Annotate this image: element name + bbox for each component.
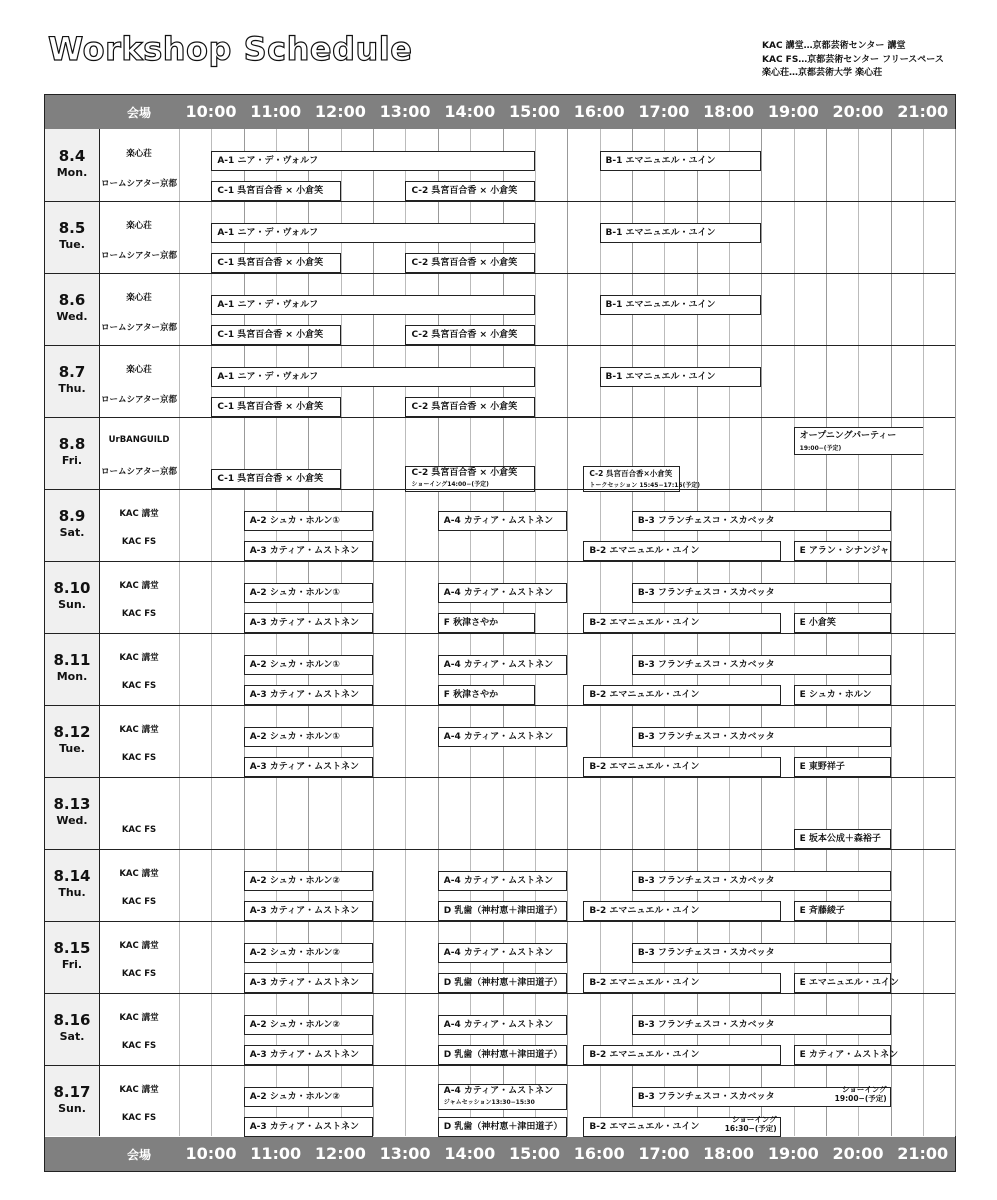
event-label: E アラン・シナンジャ [799,546,890,556]
row-divider [45,705,955,706]
event-label: C-1 呉宮百合香 × 小倉笑 [217,402,324,412]
event-label: C-1 呉宮百合香 × 小倉笑 [217,330,324,340]
row-divider [45,849,955,850]
day-label [45,867,99,901]
event-block[interactable] [244,871,373,891]
event-label: E エマニュエル・ユイン [799,978,899,988]
day-weekday: Fri. [61,958,83,971]
venue-legend [762,40,944,81]
event-label: A-1 ニア・デ・ヴォルフ [217,156,319,166]
event-label: A-2 シュカ・ホルン① [249,660,340,670]
day-label [45,435,99,469]
header-time-label: 12:00 [314,1144,366,1163]
grid-line [955,129,956,1136]
event-label: B-2 エマニュエル・ユイン [589,762,700,772]
venue-name: 楽心荘 [126,149,152,159]
day-weekday: Tue. [59,742,85,755]
venue-name: ロームシアター京都 [101,395,177,405]
header-time-label: 19:00 [767,1144,819,1163]
venue-name: KAC FS [121,753,157,763]
day-label [45,219,99,253]
event-label: A-1 ニア・デ・ヴォルフ [217,228,319,238]
day-weekday: Thu. [58,382,86,395]
header-time-label: 13:00 [379,1144,431,1163]
event-label: B-1 エマニュエル・ユイン [605,228,716,238]
row-divider [45,993,955,994]
event-label: A-3 カティア・ムストネン [249,546,359,556]
event-block[interactable] [438,943,567,963]
row-divider [45,921,955,922]
event-block[interactable] [244,1015,373,1035]
event-label: D 乳歯（神村恵＋津田道子） [443,978,563,988]
header-time-label: 14:00 [444,1144,496,1163]
event-block[interactable] [244,943,373,963]
event-block[interactable] [244,973,373,993]
day-label [45,723,99,757]
event-label: D 乳歯（神村恵＋津田道子） [443,1050,563,1060]
event-block[interactable] [438,1015,567,1035]
header-time-label: 14:00 [444,102,496,121]
event-label: C-2 呉宮百合香 × 小倉笑 [411,468,518,478]
event-block[interactable] [632,511,891,531]
event-block[interactable] [583,685,780,705]
header-time-label: 20:00 [832,1144,884,1163]
event-label: F 秋津さやか [443,618,499,628]
event-label: B-3 フランチェスコ・スカベッタ [637,516,775,526]
day-date: 8.8 [58,435,86,453]
event-block[interactable] [794,829,891,849]
row-divider [45,561,955,562]
event-block[interactable] [600,223,762,243]
header-row-top [45,95,955,129]
event-label: オープニングパーティー [799,431,897,441]
event-label: E 坂本公成＋森裕子 [799,834,881,844]
day-label [45,939,99,973]
event-label: B-2 エマニュエル・ユイン [589,978,700,988]
event-block[interactable] [211,469,340,489]
event-label: B-3 フランチェスコ・スカベッタ [637,1092,775,1102]
day-date: 8.7 [58,363,86,381]
event-block[interactable] [438,583,567,603]
event-block[interactable] [632,583,891,603]
event-label: A-2 シュカ・ホルン② [249,876,340,886]
event-label: E 東野祥子 [799,762,845,772]
event-block[interactable] [211,253,340,273]
event-block[interactable] [244,541,373,561]
event-block[interactable] [405,397,534,417]
day-date: 8.12 [53,723,91,741]
venue-name: KAC 講堂 [119,941,159,951]
event-block[interactable] [244,685,373,705]
header-time-label: 13:00 [379,102,431,121]
event-block[interactable] [211,295,535,315]
day-weekday: Wed. [56,814,88,827]
event-block[interactable] [438,901,567,921]
venue-name: KAC 講堂 [119,653,159,663]
venue-name: KAC FS [121,969,157,979]
showing-note [831,1085,887,1103]
day-date: 8.5 [58,219,86,237]
event-label: F 秋津さやか [443,690,499,700]
event-block[interactable] [244,757,373,777]
row-divider [45,633,955,634]
venue-name: 楽心荘 [126,365,152,375]
row-divider [45,345,955,346]
event-label: C-1 呉宮百合香 × 小倉笑 [217,258,324,268]
event-subtext: ショーイング14:00−(予定) [411,481,489,488]
event-label: D 乳歯（神村恵＋津田道子） [443,906,563,916]
event-label: B-3 フランチェスコ・スカベッタ [637,948,775,958]
event-block[interactable] [632,727,891,747]
event-label: C-2 呉宮百合香 × 小倉笑 [411,258,518,268]
row-divider [45,489,955,490]
header-time-label: 20:00 [832,102,884,121]
event-label: A-2 シュカ・ホルン① [249,588,340,598]
header-time-label: 15:00 [509,102,560,121]
event-block[interactable] [794,757,891,777]
row-divider [45,777,955,778]
event-label: E シュカ・ホルン [799,690,872,700]
day-weekday: Thu. [58,886,86,899]
event-label: A-4 カティア・ムストネン [443,948,554,958]
header-time-label: 16:00 [573,102,625,121]
event-label: A-2 シュカ・ホルン① [249,516,340,526]
event-block[interactable] [583,1045,780,1065]
venue-name: KAC 講堂 [119,725,159,735]
venue-name: KAC FS [121,897,157,907]
event-block[interactable] [244,613,373,633]
day-weekday: Wed. [56,310,88,323]
header-time-label: 17:00 [638,102,690,121]
event-label: E 小倉笑 [799,618,836,628]
event-label: C-2 呉宮百合香×小倉笑 [589,469,673,478]
event-block[interactable] [600,151,762,171]
event-label: D 乳歯（神村恵＋津田道子） [443,1122,563,1132]
header-time-label: 12:00 [314,102,366,121]
venue-name: KAC 講堂 [119,581,159,591]
event-block[interactable] [794,427,923,455]
venue-name: KAC 講堂 [119,869,159,879]
note-text: ショーイング [732,1115,777,1124]
header-time-label: 18:00 [703,102,755,121]
event-block[interactable] [438,655,567,675]
event-label: A-2 シュカ・ホルン① [249,732,340,742]
venue-name: KAC FS [121,825,157,835]
venue-name: KAC FS [121,1041,157,1051]
day-date: 8.11 [53,651,91,669]
day-weekday: Tue. [59,238,85,251]
venue-name: ロームシアター京都 [101,323,177,333]
event-block[interactable] [244,655,373,675]
event-label: E カティア・ムストネン [799,1050,899,1060]
event-subtext: 19:00−(予定) [799,445,842,452]
event-label: B-2 エマニュエル・ユイン [589,618,700,628]
header-time-label: 10:00 [185,102,237,121]
event-block[interactable] [583,901,780,921]
header-time-label: 21:00 [897,1144,949,1163]
header-time-label: 21:00 [897,102,949,121]
event-label: A-3 カティア・ムストネン [249,762,359,772]
venue-name: KAC FS [121,537,157,547]
day-label [45,291,99,325]
event-label: A-4 カティア・ムストネン [443,1086,554,1096]
showing-note [721,1115,777,1133]
day-weekday: Mon. [56,166,88,179]
day-date: 8.14 [53,867,91,885]
event-block[interactable] [211,367,535,387]
event-block[interactable] [438,727,567,747]
day-weekday: Fri. [61,454,83,467]
event-block[interactable] [583,973,780,993]
day-date: 8.9 [58,507,86,525]
event-label: E 斉藤綾子 [799,906,845,916]
day-date: 8.17 [53,1083,91,1101]
event-block[interactable] [405,325,534,345]
venue-name: KAC FS [121,1113,157,1123]
row-divider [45,1065,955,1066]
event-label: A-1 ニア・デ・ヴォルフ [217,300,319,310]
event-label: B-2 エマニュエル・ユイン [589,906,700,916]
event-block[interactable] [632,655,891,675]
event-label: C-2 呉宮百合香 × 小倉笑 [411,330,518,340]
event-block[interactable] [438,1045,567,1065]
event-label: B-3 フランチェスコ・スカベッタ [637,660,775,670]
legend-item: 楽心荘…京都芸術大学 楽心荘 [762,68,883,78]
event-label: B-3 フランチェスコ・スカベッタ [637,876,775,886]
venue-name: 楽心荘 [126,293,152,303]
event-block[interactable] [211,325,340,345]
event-label: B-1 エマニュエル・ユイン [605,300,716,310]
event-block[interactable] [244,511,373,531]
day-date: 8.10 [53,579,91,597]
day-weekday: Sun. [58,598,86,611]
event-label: A-3 カティア・ムストネン [249,1122,359,1132]
venue-name: KAC 講堂 [119,509,159,519]
event-block[interactable] [632,943,891,963]
event-label: A-3 カティア・ムストネン [249,1050,359,1060]
header-time-label: 16:00 [573,1144,625,1163]
schedule-grid [44,94,956,1172]
event-label: B-2 エマニュエル・ユイン [589,1122,700,1132]
day-label [45,507,99,541]
row-divider [45,417,955,418]
venue-name: KAC 講堂 [119,1085,159,1095]
venue-name: ロームシアター京都 [101,251,177,261]
header-venue-label: 会場 [126,1148,151,1162]
event-block[interactable] [632,1015,891,1035]
note-subtext: 19:00−(予定) [834,1094,887,1103]
day-date: 8.6 [58,291,86,309]
day-label [45,795,99,829]
event-block[interactable] [438,511,567,531]
day-date: 8.15 [53,939,91,957]
event-block[interactable] [794,973,899,993]
header-time-label: 17:00 [638,1144,690,1163]
day-date: 8.4 [58,147,86,165]
day-label [45,579,99,613]
venue-name: KAC FS [121,681,157,691]
event-label: B-3 フランチェスコ・スカベッタ [637,588,775,598]
event-label: A-4 カティア・ムストネン [443,876,554,886]
event-block[interactable] [438,613,535,633]
event-label: A-4 カティア・ムストネン [443,732,554,742]
row-divider [45,273,955,274]
event-block[interactable] [244,1087,373,1107]
event-label: C-2 呉宮百合香 × 小倉笑 [411,402,518,412]
day-label [45,147,99,181]
day-weekday: Mon. [56,670,88,683]
event-block[interactable] [211,181,340,201]
header-row-bottom [45,1137,955,1171]
event-block[interactable] [244,901,373,921]
day-label [45,651,99,685]
event-block[interactable] [600,367,762,387]
day-label [45,363,99,397]
event-block[interactable] [794,613,891,633]
event-label: B-1 エマニュエル・ユイン [605,372,716,382]
day-date: 8.13 [53,795,91,813]
event-block[interactable] [438,685,535,705]
note-text: ショーイング [841,1085,887,1094]
venue-name: ロームシアター京都 [101,467,177,477]
header-time-label: 19:00 [767,102,819,121]
event-block[interactable] [794,685,891,705]
event-block[interactable] [632,871,891,891]
event-block[interactable] [583,541,780,561]
event-block[interactable] [244,727,373,747]
venue-name: UrBANGUILD [108,435,170,445]
event-label: A-3 カティア・ムストネン [249,978,359,988]
event-block[interactable] [438,871,567,891]
header-venue-label: 会場 [126,106,151,120]
page-title: Workshop Schedule [48,30,413,68]
event-block[interactable] [794,1045,899,1065]
event-block[interactable] [583,757,780,777]
event-block[interactable] [438,973,567,993]
event-label: A-2 シュカ・ホルン② [249,1020,340,1030]
header-time-label: 15:00 [509,1144,560,1163]
event-block[interactable] [211,151,535,171]
event-block[interactable] [600,295,762,315]
event-label: A-4 カティア・ムストネン [443,1020,554,1030]
event-block[interactable] [438,1117,567,1137]
event-label: A-3 カティア・ムストネン [249,690,359,700]
event-subtext: トークセッション 15:45−17:15(予定) [589,482,701,489]
event-block[interactable] [244,583,373,603]
event-block[interactable] [583,613,780,633]
venue-name: KAC FS [121,609,157,619]
event-label: B-2 エマニュエル・ユイン [589,1050,700,1060]
event-label: A-1 ニア・デ・ヴォルフ [217,372,319,382]
header-time-label: 10:00 [185,1144,237,1163]
note-subtext: 16:30−(予定) [724,1124,777,1133]
event-label: C-1 呉宮百合香 × 小倉笑 [217,186,324,196]
event-label: A-2 シュカ・ホルン② [249,948,340,958]
event-block[interactable] [405,181,534,201]
event-block[interactable] [794,901,891,921]
event-label: B-1 エマニュエル・ユイン [605,156,716,166]
day-weekday: Sat. [59,1030,85,1043]
event-label: C-2 呉宮百合香 × 小倉笑 [411,186,518,196]
event-label: A-3 カティア・ムストネン [249,618,359,628]
day-weekday: Sat. [59,526,85,539]
event-label: B-2 エマニュエル・ユイン [589,546,700,556]
event-block[interactable] [244,1045,373,1065]
header-time-label: 11:00 [250,1144,302,1163]
legend-item: KAC 講堂…京都芸術センター 講堂 [762,41,906,51]
event-block[interactable] [244,1117,373,1137]
header-time-label: 18:00 [703,1144,755,1163]
legend-item: KAC FS…京都芸術センター フリースペース [762,54,944,65]
event-label: B-2 エマニュエル・ユイン [589,690,700,700]
day-weekday: Sun. [58,1102,86,1115]
row-divider [45,201,955,202]
event-subtext: ジャムセッション13:30−15:30 [443,1099,535,1106]
event-label: A-4 カティア・ムストネン [443,660,554,670]
event-label: B-3 フランチェスコ・スカベッタ [637,1020,775,1030]
venue-name: ロームシアター京都 [101,179,177,189]
event-label: B-3 フランチェスコ・スカベッタ [637,732,775,742]
day-label [45,1083,99,1117]
event-block[interactable] [438,1084,567,1110]
event-label: A-4 カティア・ムストネン [443,516,554,526]
event-label: C-1 呉宮百合香 × 小倉笑 [217,474,324,484]
event-label: A-3 カティア・ムストネン [249,906,359,916]
day-date: 8.16 [53,1011,91,1029]
day-label [45,1011,99,1045]
event-label: A-4 カティア・ムストネン [443,588,554,598]
venue-name: KAC 講堂 [119,1013,159,1023]
event-label: A-2 シュカ・ホルン② [249,1092,340,1102]
event-block[interactable] [211,397,340,417]
event-block[interactable] [794,541,891,561]
event-block[interactable] [211,223,535,243]
event-block[interactable] [405,253,534,273]
header-time-label: 11:00 [250,102,302,121]
venue-name: 楽心荘 [126,221,152,231]
